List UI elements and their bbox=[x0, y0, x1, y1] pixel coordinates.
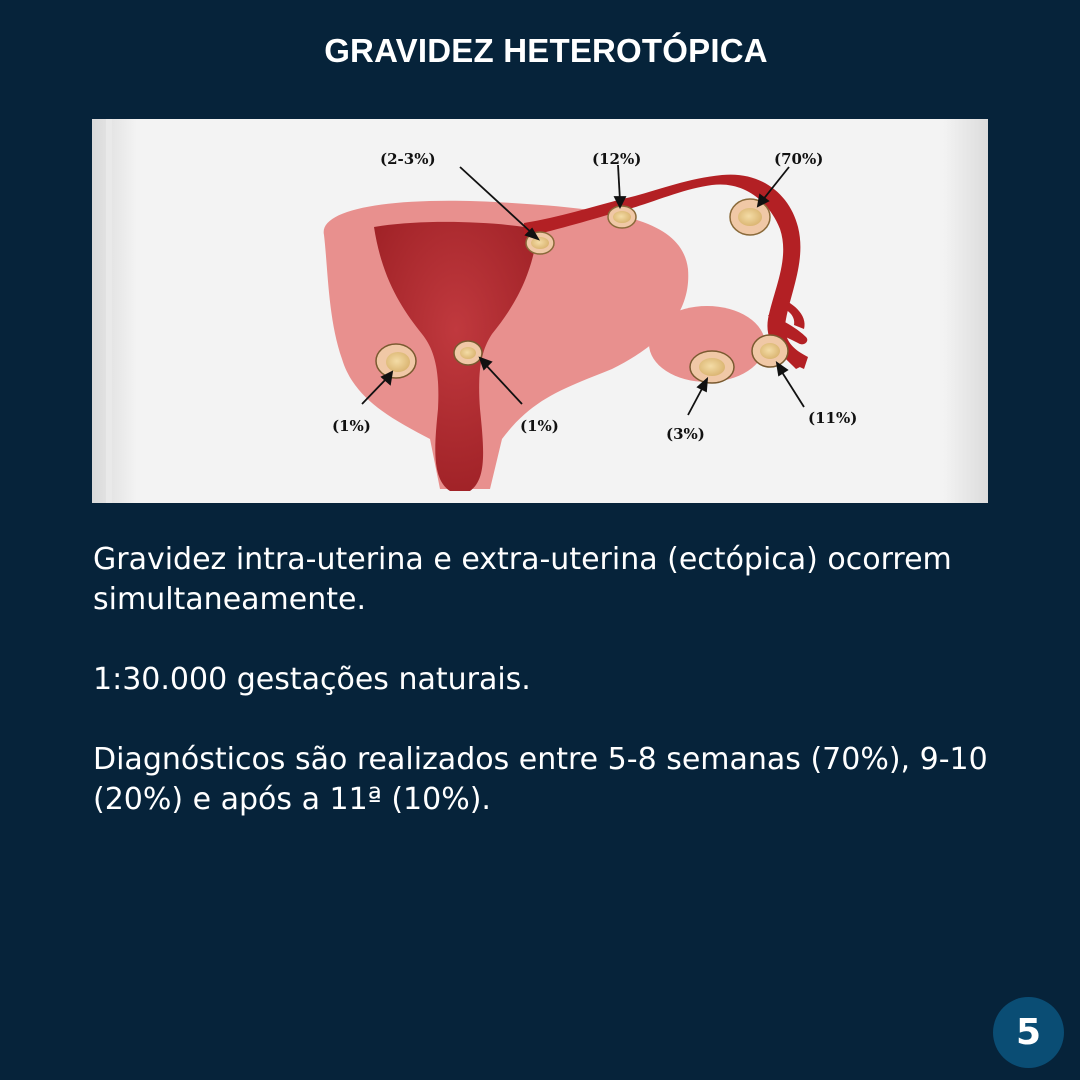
site-cervical bbox=[454, 341, 482, 365]
site-isthmic bbox=[608, 206, 636, 228]
label-ampullary: (70%) bbox=[774, 150, 824, 168]
label-isthmic: (12%) bbox=[592, 150, 642, 168]
label-interstitial: (2-3%) bbox=[380, 150, 436, 168]
incidence-paragraph: 1:30.000 gestações naturais. bbox=[93, 662, 531, 697]
page-number-badge: 5 bbox=[993, 997, 1064, 1068]
label-ovarian: (3%) bbox=[666, 425, 705, 443]
slide-title: GRAVIDEZ HETEROTÓPICA bbox=[324, 32, 768, 69]
label-cesarean-scar: (1%) bbox=[332, 417, 371, 435]
site-cesarean-scar bbox=[376, 344, 416, 378]
site-ampullary bbox=[730, 199, 770, 235]
body-text bbox=[93, 540, 1013, 860]
diagnosis-paragraph: Diagnósticos são realizados entre 5-8 semanas (70%), 9-10 (20%) e após a 11ª (10%). bbox=[93, 742, 988, 817]
definition-paragraph: Gravidez intra-uterina e extra-uterina (ectópica) ocorrem simultaneamente. bbox=[93, 542, 952, 617]
ectopic-sites-diagram bbox=[92, 119, 988, 503]
site-fimbrial bbox=[752, 335, 788, 367]
site-ovarian bbox=[690, 351, 734, 383]
label-fimbrial: (11%) bbox=[808, 409, 858, 427]
label-cervical: (1%) bbox=[520, 417, 559, 435]
